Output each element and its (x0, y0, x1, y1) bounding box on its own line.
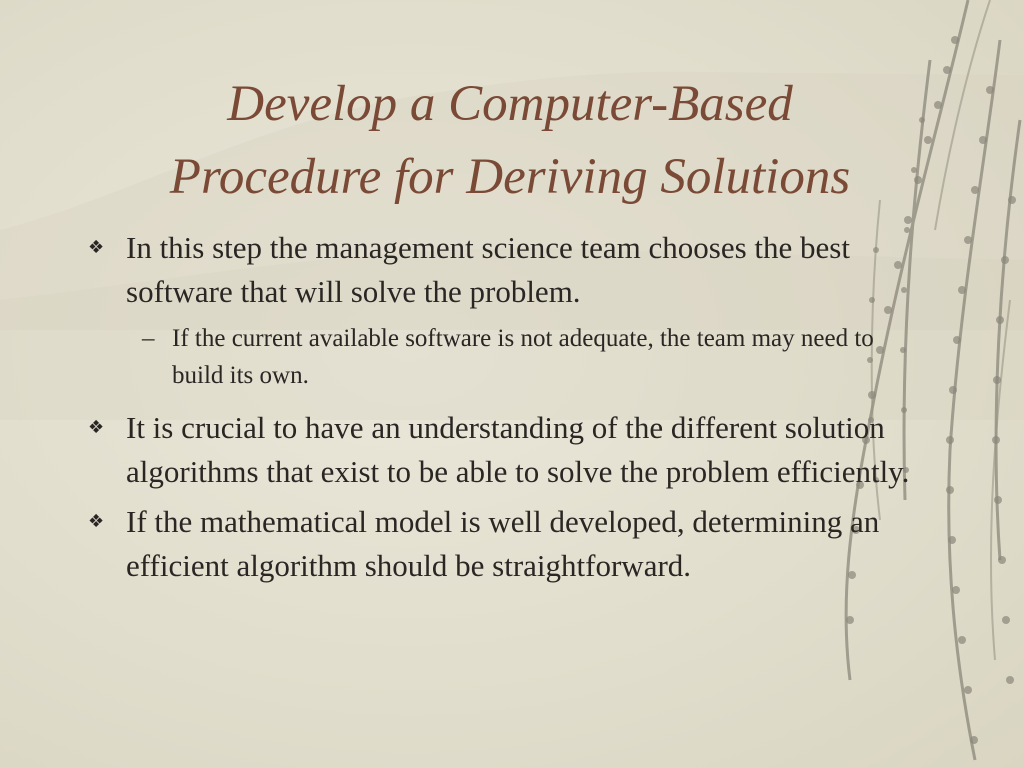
bullet-text-3: If the mathematical model is well developed, determining an efficient algorithm should be straightforward. (126, 504, 880, 583)
diamond-bullet-icon: ❖ (88, 511, 105, 532)
slide-title-line-2: Procedure for Deriving Solutions (169, 149, 851, 205)
sub-bullet-item-1 (88, 320, 928, 394)
slide-title-line-1: Develop a Computer-Based (227, 76, 793, 132)
bullet-item-1 (88, 226, 928, 314)
slide-title (60, 68, 960, 214)
slide-body (88, 226, 928, 594)
bullet-text-1: In this step the management science team chooses the best software that will solve the problem. (126, 230, 850, 309)
bullet-item-3 (88, 500, 928, 588)
sub-bullet-text-1: If the current available software is not adequate, the team may need to build its own. (172, 325, 874, 389)
dash-bullet-icon: – (142, 325, 155, 352)
diamond-bullet-icon: ❖ (88, 417, 105, 438)
bullet-item-2 (88, 406, 928, 494)
bullet-text-2: It is crucial to have an understanding of the different solution algorithms that exist to be able to solve the problem efficiently. (126, 410, 910, 489)
diamond-bullet-icon: ❖ (88, 237, 105, 258)
